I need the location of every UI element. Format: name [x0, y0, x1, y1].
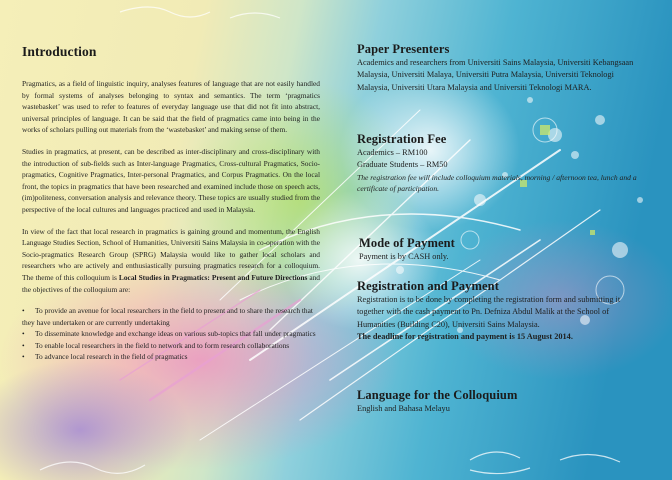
fee-academics: Academics – RM100: [357, 148, 428, 157]
registration-payment-text: Registration is to be done by completing the registration form and submitting it together with the cash payment to Pn. Defniza Abdul Malik at the School of Humanities (Building C20), Universiti Sains Malaysia.: [357, 295, 621, 329]
presenters-heading: Paper Presenters: [357, 42, 450, 56]
language-text: English and Bahasa Melayu: [357, 404, 450, 413]
bullet-icon: •: [22, 329, 25, 339]
introduction-column: [22, 40, 320, 363]
payment-mode-heading: Mode of Payment: [359, 236, 455, 250]
intro-paragraph-1: Pragmatics, as a field of linguistic inquiry, analyses features of language that are not easily handled by formal systems of analyses belonging to syntax and semantics. The term ‘pragmatics wastebasket’ was used to refer to features of everyday language use that did not fit into abstract, universal principles of language. It can be said that the field of pragmatics came into being in the works of scholars pulling out materials from the ‘wastebasket’ and making sense of them.: [22, 79, 320, 135]
registration-deadline: The deadline for registration and payment is 15 August 2014.: [357, 331, 573, 341]
bullet-icon: •: [22, 352, 25, 362]
intro-paragraph-2: Studies in pragmatics, at present, can be described as inter-disciplinary and cross-disciplinary with the introduction of sub-fields such as Inter-language Pragmatics, Cross-cultural Pragmatics, Socio-pragmatics, Cognitive Pragmatics, Inter-personal Pragmatics, and Corpus Pragmatics. On the local front, the topics in pragmatics that have been researched and examined include those on speech acts, (im)politeness, conversation analysis and relevance theory. These topics are usually studied from the perspective of the local cultures and languages practiced and used in Malaysia.: [22, 146, 320, 214]
fee-graduate-students: Graduate Students – RM50: [357, 160, 448, 170]
language-section: [357, 388, 647, 415]
registration-fee-heading: Registration Fee: [357, 132, 447, 146]
intro-paragraph-3-start: In view of the fact that local research in pragmatics is gaining ground and momentum, the English Language Studies Section, School of Humanities, Universiti Sains Malaysia in co-operation with the Socio-pragmatics Research Group (SPRG) Malaysia would like to gather local scholars and researchers who are actively and enthusiastically pursuing pragmatics research for a colloquium. The theme of this colloquium is: [22, 226, 320, 282]
objective-text: To enable local researchers in the field to network and to form research collaborations: [35, 340, 290, 350]
bullet-icon: •: [22, 306, 25, 316]
list-item: [22, 328, 320, 340]
list-item: [22, 351, 320, 363]
objective-text: To disseminate knowledge and exchange ideas on various sub-topics that fall under pragmatics: [35, 329, 316, 339]
intro-paragraph-3-end: and the objectives of the colloquium are:: [22, 272, 320, 294]
objectives-list: [22, 305, 320, 363]
introduction-heading: Introduction: [22, 44, 97, 59]
list-item: [22, 305, 320, 328]
list-item: [22, 340, 320, 352]
presenters-text: Academics and researchers from Universiti Sains Malaysia, Universiti Kebangsaan Malaysia, Universiti Malaya, Universiti Putra Malaysia, Universiti Teknologi Malaysia, Universiti Utara Malaysia and Universiti Teknologi MARA.: [357, 58, 634, 92]
registration-payment-section: [357, 279, 647, 343]
bullet-icon: •: [22, 340, 25, 350]
registration-fee-section: [357, 132, 647, 194]
intro-paragraph-3: [22, 226, 320, 296]
fee-note: The registration fee will include colloquium materials, morning / afternoon tea, lunch and a certificate of participation.: [357, 172, 637, 193]
payment-mode-text: Payment is by CASH only.: [359, 252, 449, 261]
payment-mode-section: [359, 236, 649, 263]
objective-text: To advance local research in the field of pragmatics: [35, 352, 188, 362]
objective-text: To provide an avenue for local researchers in the field to present and to share the research that they have undertaken or are currently undertaking: [22, 306, 313, 327]
language-heading: Language for the Colloquium: [357, 388, 518, 402]
colloquium-theme: Local Studies in Pragmatics: Present and Future Directions: [118, 272, 308, 282]
presenters-section: [357, 42, 647, 94]
registration-payment-heading: Registration and Payment: [357, 279, 499, 293]
